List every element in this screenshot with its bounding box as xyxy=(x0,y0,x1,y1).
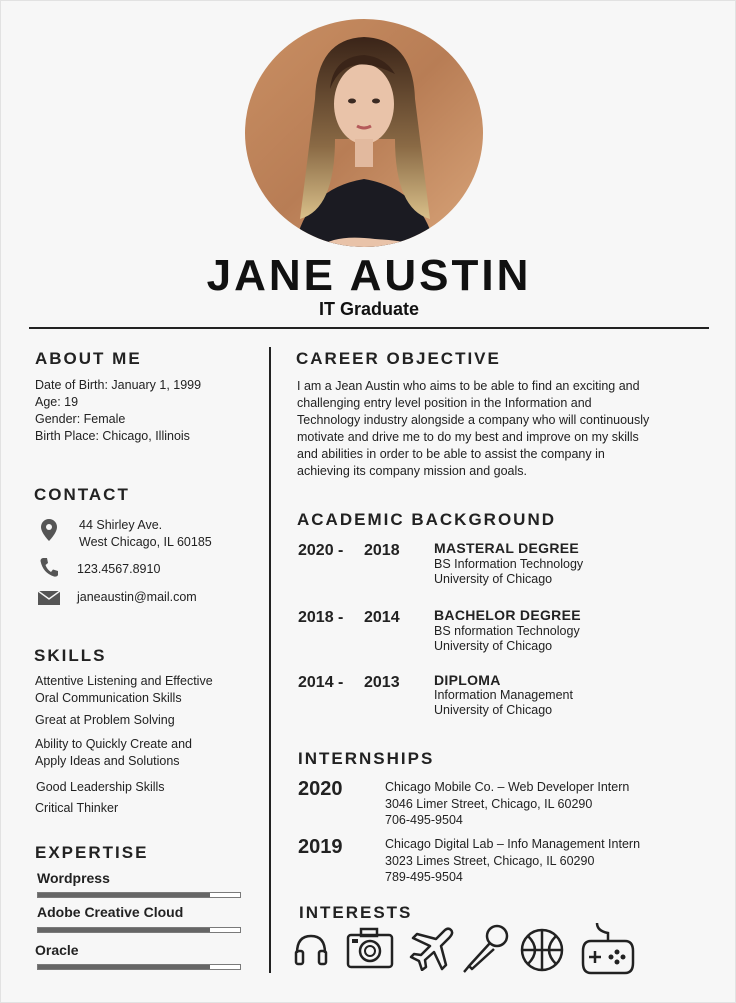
skill-text: Oral Communication Skills xyxy=(35,690,182,705)
internship-title: Chicago Digital Lab – Info Management Intern xyxy=(385,837,641,851)
about-line: Gender: Female xyxy=(35,412,126,426)
career-line: achieving its company mission and goals. xyxy=(297,464,527,478)
headphones-icon xyxy=(293,931,329,967)
internship-details xyxy=(385,836,640,885)
phone-number: 123.4567.8910 xyxy=(77,562,161,576)
camera-icon xyxy=(346,927,394,969)
academic-field: BS nformation Technology xyxy=(434,624,580,638)
academic-year-from: 2014 - xyxy=(298,674,344,691)
internship-details xyxy=(385,779,629,828)
expertise-bar xyxy=(37,964,241,970)
job-title: IT Graduate xyxy=(318,299,420,319)
expertise-bar xyxy=(37,892,241,898)
expertise-label: Wordpress xyxy=(37,870,110,886)
academic-heading: ACADEMIC BACKGROUND xyxy=(297,510,556,529)
internship-year: 2019 xyxy=(298,836,343,858)
academic-details xyxy=(434,624,580,654)
column-divider xyxy=(269,347,271,973)
academic-degree: MASTERAL DEGREE xyxy=(434,540,580,556)
internship-address: 3023 Limes Street, Chicago, IL 60290 xyxy=(385,854,595,868)
person-name: JANE AUSTIN xyxy=(206,251,532,300)
academic-year-to: 2013 xyxy=(364,674,400,691)
phone-icon xyxy=(37,556,61,578)
skill-item xyxy=(35,736,192,769)
skills-heading: SKILLS xyxy=(34,646,107,665)
internships-heading: INTERNSHIPS xyxy=(298,749,435,768)
internship-phone: 789-495-9504 xyxy=(385,870,463,884)
career-line: I am a Jean Austin who aims to be able to find an exciting and xyxy=(297,379,640,393)
internship-phone: 706-495-9504 xyxy=(385,813,463,827)
header-divider xyxy=(29,327,709,329)
expertise-heading: EXPERTISE xyxy=(35,843,149,862)
skill-item: Critical Thinker xyxy=(35,801,119,815)
contact-phone xyxy=(37,556,161,578)
academic-school: University of Chicago xyxy=(434,639,553,653)
skill-item xyxy=(35,673,213,706)
expertise-label: Oracle xyxy=(35,942,79,958)
about-line: Date of Birth: January 1, 1999 xyxy=(35,378,202,392)
about-heading: ABOUT ME xyxy=(35,349,142,368)
contact-email xyxy=(37,587,197,609)
academic-year-to: 2014 xyxy=(364,609,400,626)
microphone-icon xyxy=(463,923,511,973)
skill-text: Ability to Quickly Create and xyxy=(35,737,193,751)
career-line: Technology industry alongside a company who will continuously xyxy=(297,413,650,427)
envelope-icon xyxy=(37,587,61,609)
expertise-fill xyxy=(38,965,210,969)
about-line: Age: 19 xyxy=(35,395,79,409)
academic-details xyxy=(434,688,573,718)
skill-item: Great at Problem Solving xyxy=(35,713,175,727)
internship-address: 3046 Limer Street, Chicago, IL 60290 xyxy=(385,797,593,811)
academic-degree: BACHELOR DEGREE xyxy=(434,607,581,623)
academic-school: University of Chicago xyxy=(434,572,553,586)
career-line: motivate and drive me to do my best and improve on my skills xyxy=(297,430,639,444)
academic-field: BS Information Technology xyxy=(434,557,584,571)
interests-icons xyxy=(291,921,641,977)
skill-item: Good Leadership Skills xyxy=(36,780,165,794)
address-line: West Chicago, IL 60185 xyxy=(79,535,212,549)
expertise-label: Adobe Creative Cloud xyxy=(37,904,184,920)
skill-text: Apply Ideas and Solutions xyxy=(35,753,180,768)
profile-photo xyxy=(245,19,483,247)
academic-field: Information Management xyxy=(434,688,573,702)
internship-title: Chicago Mobile Co. – Web Developer Intern xyxy=(385,780,630,794)
email-link[interactable]: janeaustin@mail.com xyxy=(77,590,197,604)
contact-heading: CONTACT xyxy=(34,485,130,504)
academic-year-from: 2020 - xyxy=(298,542,344,559)
career-line: challenging entry level position in the Information and xyxy=(297,396,592,410)
interests-heading: INTERESTS xyxy=(299,903,413,922)
airplane-icon xyxy=(409,927,455,971)
academic-degree: DIPLOMA xyxy=(434,672,501,688)
skill-text: Attentive Listening and Effective xyxy=(35,674,213,688)
expertise-fill xyxy=(38,893,210,897)
contact-address xyxy=(37,518,212,549)
academic-school: University of Chicago xyxy=(434,703,553,717)
academic-year-to: 2018 xyxy=(364,542,400,559)
career-paragraph xyxy=(297,378,697,480)
about-line: Birth Place: Chicago, Illinois xyxy=(35,429,190,443)
address-line: 44 Shirley Ave. xyxy=(79,518,163,532)
expertise-bar xyxy=(37,927,241,933)
career-heading: CAREER OBJECTIVE xyxy=(296,349,501,368)
about-details xyxy=(35,377,201,445)
gamepad-icon xyxy=(581,921,635,977)
internship-year: 2020 xyxy=(298,778,343,800)
academic-details xyxy=(434,557,583,587)
academic-year-from: 2018 - xyxy=(298,609,344,626)
location-pin-icon xyxy=(37,519,61,541)
expertise-fill xyxy=(38,928,210,932)
basketball-icon xyxy=(519,927,565,973)
career-line: and abilities in order to be able to assist the company in xyxy=(297,447,605,461)
